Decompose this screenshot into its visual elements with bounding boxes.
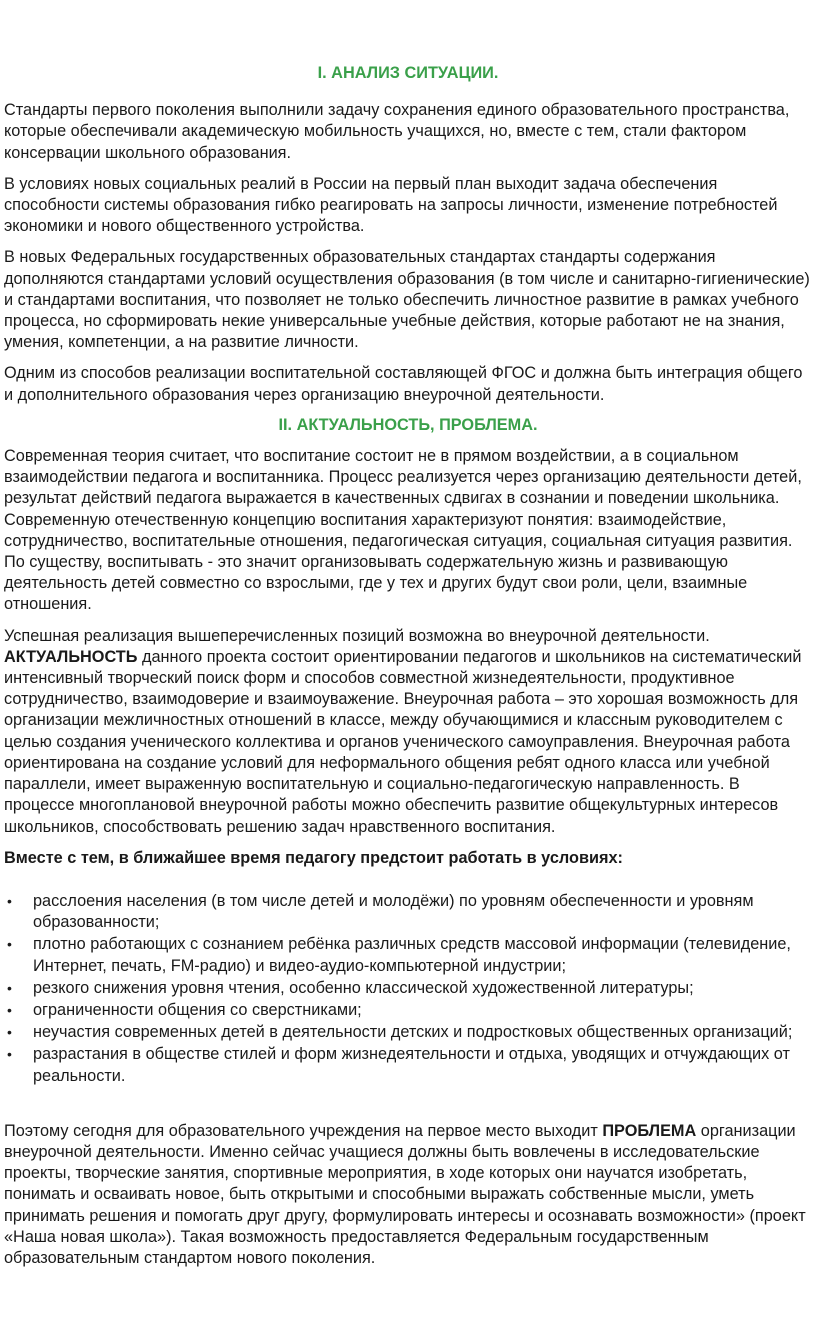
list-item (4, 978, 812, 999)
section-2-paragraph-3 (4, 1121, 812, 1269)
section-1-paragraph-3: В новых Федеральных государственных образовательных стандартах стандарты содержания дополняются стандартами условий осуществления образования (в том числе и санитарно-гигиенические) и стандартами воспитания, что позволяет не только обеспечить личностное развитие в рамках учебного процесса, но сформировать некие универсальные учебные действия, которые работают не на знания, умения, компетенции, а на развитие личности. (4, 248, 810, 352)
bullet-icon: • (7, 979, 12, 996)
bullet-icon: • (7, 1001, 12, 1018)
bullet-icon: • (7, 1046, 12, 1063)
list-item (4, 891, 812, 933)
list-item-text: расслоения населения (в том числе детей и молодёжи) по уровням обеспеченности и уровням образованности; (33, 891, 754, 932)
section-1-title: I. АНАЛИЗ СИТУАЦИИ. (317, 64, 499, 82)
paragraph-3-lead-text: Поэтому сегодня для образовательного учреждения на первое место выходит (4, 1121, 603, 1140)
section-1-paragraph-4: Одним из способов реализации воспитательной составляющей ФГОС и должна быть интеграция общего и дополнительного образования через организацию внеурочной деятельности. (4, 364, 803, 404)
list-item-text: ограниченности общения со сверстниками; (33, 1000, 362, 1019)
conditions-subheading: Вместе с тем, в ближайшее время педагогу предстоит работать в условиях: (4, 848, 623, 867)
list-item-text: плотно работающих с сознанием ребёнка различных средств массовой информации (телевидение, Интернет, печать, FM-радио) и видео-аудио-компьютерной индустрии; (33, 935, 791, 975)
bullet-icon: • (7, 1024, 12, 1041)
list-item (4, 1000, 812, 1021)
document-content (4, 63, 812, 1269)
list-item (4, 934, 812, 976)
section-2-paragraph-2 (4, 626, 812, 838)
section-2-title: II. АКТУАЛЬНОСТЬ, ПРОБЛЕМА. (278, 415, 538, 434)
section-2-paragraph-1: Современная теория считает, что воспитание состоит не в прямом воздействии, а в социальном взаимодействии педагога и воспитанника. Процесс реализуется через организацию деятельности детей, результат действий педагога выражается в качественных сдвигах в сознании и поведении школьника. Современную отечественную концепцию воспитания характеризуют понятия: взаимодействие, сотрудничество, воспитательные отношения, педагогическая ситуация, социальная ситуация развития. По существу, воспитывать - это значит организовывать содержательную жизнь и развивающую деятельность детей совместно со взрослыми, где у тех и других будут свои роли, цели, взаимные отношения. (4, 447, 802, 614)
actuality-keyword: АКТУАЛЬНОСТЬ (4, 647, 138, 666)
paragraph-2-body-text: данного проекта состоит ориентировании педагогов и школьников на систематический интенсивный творческий поиск форм и способов совместной жизнедеятельности, продуктивное сотрудничество, взаимодоверие и взаимоуважение. Внеурочная работа – это хорошая возможность для организации межличностных отношений в классе, между обучающимися и классным руководителем с целью создания ученического коллектива и органов ученического самоуправления. Внеурочная работа ориентирована на создание условий для неформального общения ребят одного класса или учебной параллели, имеет выраженную воспитательную и социально-педагогическую направленность. В процессе многоплановой внеурочной работы можно обеспечить развитие общекультурных интересов школьников, способствовать решению задач нравственного воспитания. (4, 647, 802, 836)
list-item-text: разрастания в обществе стилей и форм жизнедеятельности и отдыха, уводящих и отчуждающих от реальности. (33, 1045, 790, 1085)
list-item (4, 1022, 812, 1043)
conditions-list (4, 891, 812, 1087)
paragraph-2-lead-text: Успешная реализация вышеперечисленных позиций возможна во внеурочной деятельности. (4, 626, 710, 645)
list-item-text: неучастия современных детей в деятельности детских и подростковых общественных организаций; (33, 1023, 793, 1042)
section-1-paragraph-2: В условиях новых социальных реалий в России на первый план выходит задача обеспечения способности системы образования гибко реагировать на запросы личности, изменение потребностей экономики и нового общественного устройства. (4, 174, 778, 236)
problem-keyword: ПРОБЛЕМА (602, 1121, 697, 1140)
bullet-icon: • (7, 892, 12, 909)
bullet-icon: • (7, 936, 12, 953)
list-item-text: резкого снижения уровня чтения, особенно классической художественной литературы; (33, 978, 694, 997)
list-item (4, 1044, 812, 1086)
section-1-paragraph-1: Стандарты первого поколения выполнили задачу сохранения единого образовательного пространства, которые обеспечивали академическую мобильность учащихся, но, вместе с тем, стали фактором консервации школьного образования. (4, 101, 790, 162)
paragraph-3-body-text: организации внеурочной деятельности. Именно сейчас учащиеся должны быть вовлечены в исследовательские проекты, творческие занятия, спортивные мероприятия, в ходе которых они научатся изобретать, понимать и осваивать новое, быть открытыми и способными выражать собственные мысли, уметь принимать решения и помогать друг другу, формулировать интересы и осознавать возможности» (проект «Наша новая школа»). Такая возможность предоставляется Федеральным государственным образовательным стандартом нового поколения. (4, 1121, 806, 1267)
